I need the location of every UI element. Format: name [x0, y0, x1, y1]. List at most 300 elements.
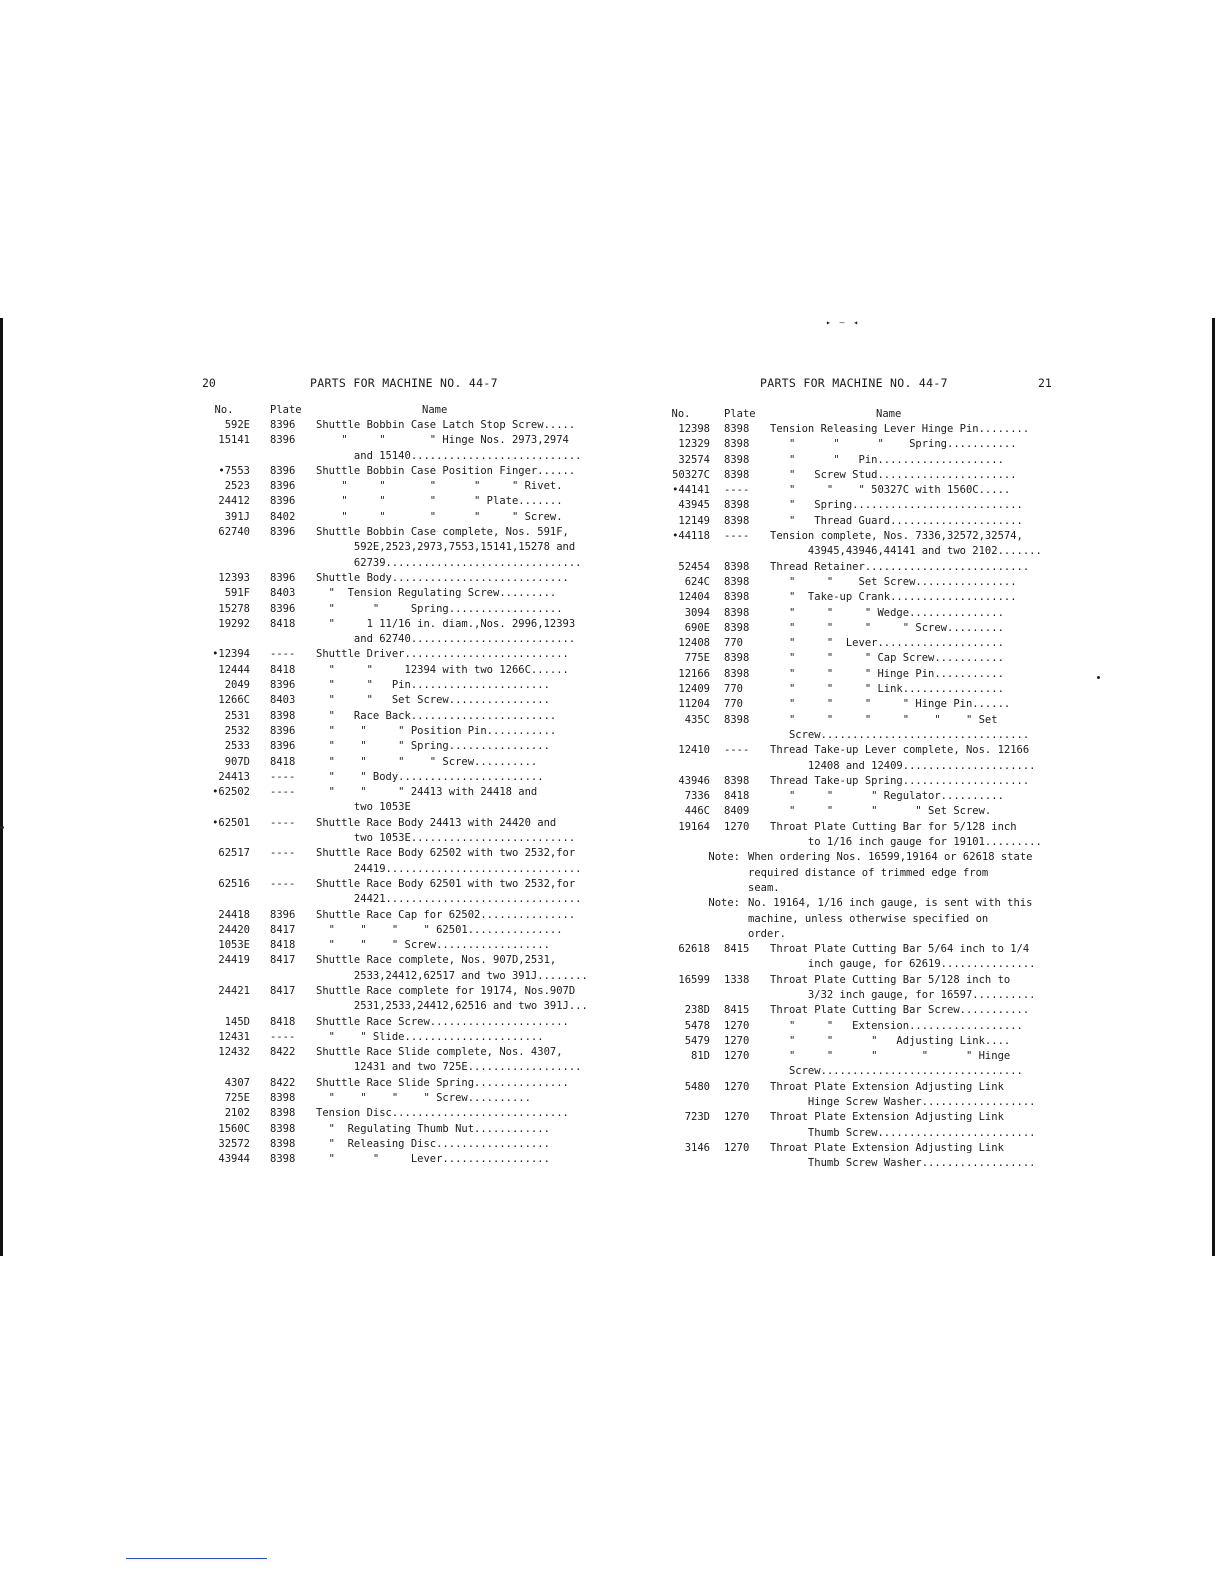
- note-label: Note:: [708, 851, 740, 864]
- part-row: [198, 663, 618, 678]
- part-name: [312, 709, 618, 724]
- part-number: 624C: [684, 575, 710, 588]
- part-name-line: " " " Wedge...............: [770, 606, 1004, 619]
- part-name-line: " " " 50327C with 1560C.....: [770, 484, 1011, 497]
- part-name: [766, 560, 1068, 575]
- right-binding-edge: [1212, 318, 1215, 1256]
- part-name: [312, 1030, 618, 1045]
- plate-number: 8398: [270, 1153, 296, 1166]
- plate-number: 8417: [270, 954, 296, 967]
- plate-number: 8418: [270, 755, 296, 768]
- part-number: 2532: [224, 724, 250, 737]
- note-line: machine, unless otherwise specified on: [748, 912, 989, 925]
- plate-number: 8398: [724, 423, 750, 435]
- part-name-line: " " " Link................: [770, 683, 1004, 696]
- plate-number: 8418: [270, 939, 296, 952]
- part-name: [766, 942, 1068, 973]
- part-name: [766, 713, 1068, 744]
- part-name-line: " " " " Set Screw.: [770, 805, 992, 818]
- plate-number: 8422: [270, 1076, 296, 1089]
- note-text: [748, 850, 1060, 896]
- plate-number: 8398: [724, 468, 750, 481]
- part-name: [312, 1137, 618, 1152]
- part-row: [198, 755, 618, 770]
- part-name: [766, 789, 1068, 804]
- part-name-line: 12408 and 12409.....................: [770, 759, 1036, 772]
- part-name-line: " " Lever....................: [770, 637, 1004, 650]
- plate-number: 8398: [724, 667, 750, 680]
- right-running-head: [652, 376, 1068, 404]
- plate-number: 8402: [270, 510, 296, 523]
- part-name-line: " " " Spring...........: [770, 438, 1017, 451]
- part-number: 238D: [684, 1004, 710, 1017]
- part-name-line: " " " " Screw.........: [770, 621, 1004, 634]
- part-row: [652, 713, 1068, 744]
- part-name: [312, 693, 618, 708]
- part-number: 12166: [678, 667, 710, 680]
- part-name: [766, 774, 1068, 789]
- part-name: [766, 667, 1068, 682]
- plate-number: 8396: [270, 908, 296, 921]
- plate-number: 8398: [724, 453, 750, 466]
- part-row: [652, 560, 1068, 575]
- part-number: 19292: [218, 617, 250, 630]
- part-number: 62618: [678, 943, 710, 956]
- part-name: [766, 1049, 1068, 1080]
- part-name-line: " Race Back.......................: [316, 709, 557, 722]
- part-row: [198, 816, 618, 847]
- column-headers: [652, 408, 1068, 422]
- part-row: [652, 1110, 1068, 1141]
- plate-number: 8398: [724, 652, 750, 665]
- note-text: [748, 896, 1060, 942]
- part-number: 52454: [678, 560, 710, 573]
- part-number: 12149: [678, 514, 710, 527]
- part-number: 12393: [218, 571, 250, 584]
- col-header-name: Name: [876, 408, 902, 420]
- part-name-line: " Spring...........................: [770, 499, 1023, 512]
- part-name-line: Throat Plate Cutting Bar 5/64 inch to 1/4: [770, 943, 1030, 956]
- part-number: 1266C: [218, 694, 250, 707]
- part-number: 2533: [224, 740, 250, 753]
- part-number: 43946: [678, 774, 710, 787]
- part-number: 907D: [224, 755, 250, 768]
- part-number: •7553: [218, 464, 250, 477]
- part-number: 5479: [684, 1034, 710, 1047]
- col-header-plate: Plate: [270, 404, 302, 416]
- part-name: [766, 514, 1068, 529]
- plate-number: 8396: [270, 464, 296, 477]
- part-row: [652, 636, 1068, 651]
- part-row: [652, 667, 1068, 682]
- part-number: 12398: [678, 423, 710, 435]
- part-number: •12394: [212, 648, 250, 661]
- part-number: 591F: [224, 587, 250, 600]
- plate-number: 1270: [724, 1050, 750, 1063]
- part-row: [652, 606, 1068, 621]
- part-name: [766, 422, 1068, 437]
- part-name-line: " " " Spring................: [316, 740, 550, 753]
- part-name: [312, 571, 618, 586]
- part-number: 725E: [224, 1092, 250, 1105]
- col-header-plate: Plate: [724, 408, 756, 420]
- part-row: [198, 908, 618, 923]
- part-name: [312, 953, 618, 984]
- scan-speck-top: ▸ ‒ ◂: [826, 318, 861, 327]
- part-row: [652, 453, 1068, 468]
- part-name-line: Shuttle Bobbin Case Latch Stop Screw.....: [316, 419, 576, 431]
- part-name-line: " Thread Guard.....................: [770, 514, 1023, 527]
- part-name-line: " " " " Screw..........: [316, 1092, 531, 1105]
- plate-number: 8422: [270, 1046, 296, 1059]
- part-name-line: Shuttle Race complete for 19174, Nos.907D: [316, 984, 576, 997]
- plate-number: 8396: [270, 526, 296, 539]
- col-header-name: Name: [422, 404, 448, 416]
- plate-number: 8418: [270, 617, 296, 630]
- part-row: [198, 571, 618, 586]
- part-name: [312, 617, 618, 648]
- part-number: 32572: [218, 1137, 250, 1150]
- part-row: [652, 621, 1068, 636]
- part-number: 24413: [218, 770, 250, 783]
- part-name: [766, 697, 1068, 712]
- note-line: When ordering Nos. 16599,19164 or 62618 state: [748, 851, 1033, 864]
- part-row: [198, 510, 618, 525]
- part-name: [312, 877, 618, 908]
- part-name-line: " " " " " Rivet.: [316, 480, 563, 493]
- part-name-line: " " Slide......................: [316, 1030, 544, 1043]
- part-name: [312, 510, 618, 525]
- part-name-line: Shuttle Race Body 62501 with two 2532,for: [316, 877, 576, 890]
- part-number: 2523: [224, 480, 250, 493]
- part-name-line: Shuttle Race Slide complete, Nos. 4307,: [316, 1046, 563, 1059]
- part-number: 12409: [678, 683, 710, 696]
- part-name-line: " " Pin......................: [316, 679, 550, 692]
- part-name-line: " " " 24413 with 24418 and: [316, 786, 538, 799]
- part-name-line: Shuttle Race Cap for 62502...............: [316, 908, 576, 921]
- part-number: 12404: [678, 591, 710, 604]
- part-name: [766, 651, 1068, 666]
- part-row: [198, 494, 618, 509]
- note-label: Note:: [708, 897, 740, 910]
- plate-number: 8398: [270, 1092, 296, 1105]
- plate-number: 8396: [270, 495, 296, 508]
- right-page: [652, 376, 1068, 1172]
- plate-number: 8396: [270, 679, 296, 692]
- part-name: [766, 636, 1068, 651]
- part-name-line: 2533,24412,62517 and two 391J........: [316, 969, 588, 982]
- part-number: 2102: [224, 1107, 250, 1120]
- part-name-line: 3/32 inch gauge, for 16597..........: [770, 988, 1036, 1001]
- part-row: [198, 724, 618, 739]
- part-name-line: " " " Hinge Pin...........: [770, 667, 1004, 680]
- part-name-line: Shuttle Race Screw......................: [316, 1015, 569, 1028]
- part-row: [198, 709, 618, 724]
- part-name-line: " " " " 62501...............: [316, 923, 563, 936]
- part-number: 24421: [218, 984, 250, 997]
- plate-number: 8396: [270, 724, 296, 737]
- part-number: 15141: [218, 434, 250, 447]
- part-name: [312, 602, 618, 617]
- part-number: 12432: [218, 1046, 250, 1059]
- part-name: [312, 755, 618, 770]
- part-number: 592E: [224, 419, 250, 431]
- scan-speck: [0, 826, 4, 829]
- plate-number: 8417: [270, 984, 296, 997]
- part-name: [312, 647, 618, 662]
- plate-number: 8403: [270, 587, 296, 600]
- parts-list-continued: [652, 942, 1068, 1171]
- part-name-line: Shuttle Race complete, Nos. 907D,2531,: [316, 954, 557, 967]
- part-name-line: " Take-up Crank....................: [770, 591, 1017, 604]
- plate-number: 1338: [724, 973, 750, 986]
- part-name-line: " Screw Stud......................: [770, 468, 1017, 481]
- part-row: [652, 743, 1068, 774]
- part-row: [652, 529, 1068, 560]
- part-number: 15278: [218, 602, 250, 615]
- part-row: [198, 418, 618, 433]
- part-name: [766, 1141, 1068, 1172]
- plate-number: 770: [724, 698, 743, 711]
- part-name: [312, 464, 618, 479]
- part-row: [198, 479, 618, 494]
- part-row: [198, 923, 618, 938]
- part-name: [312, 785, 618, 816]
- part-name-line: " " Set Screw................: [316, 694, 550, 707]
- part-number: 62740: [218, 526, 250, 539]
- part-number: 16599: [678, 973, 710, 986]
- part-name-line: Shuttle Bobbin Case Position Finger......: [316, 464, 576, 477]
- part-name-line: Hinge Screw Washer..................: [770, 1096, 1036, 1109]
- plate-number: ----: [270, 816, 296, 829]
- left-binding-edge: [0, 318, 3, 1256]
- part-number: 775E: [684, 652, 710, 665]
- column-headers: [198, 404, 618, 418]
- part-row: [198, 602, 618, 617]
- part-name-line: Throat Plate Extension Adjusting Link: [770, 1080, 1004, 1093]
- part-row: [198, 464, 618, 479]
- part-name-line: " Releasing Disc..................: [316, 1137, 550, 1150]
- part-number: 12329: [678, 438, 710, 451]
- plate-number: 8396: [270, 602, 296, 615]
- part-name-line: " " " Hinge Nos. 2973,2974: [316, 434, 569, 447]
- plate-number: 8415: [724, 943, 750, 956]
- plate-number: 8398: [270, 1107, 296, 1120]
- part-row: [198, 586, 618, 601]
- part-row: [652, 942, 1068, 973]
- part-row: [652, 1049, 1068, 1080]
- part-name: [312, 1091, 618, 1106]
- plate-number: 1270: [724, 1019, 750, 1032]
- part-number: 435C: [684, 713, 710, 726]
- part-number: 4307: [224, 1076, 250, 1089]
- part-row: [198, 785, 618, 816]
- part-name: [766, 575, 1068, 590]
- part-number: 723D: [684, 1111, 710, 1124]
- part-number: 24420: [218, 923, 250, 936]
- part-row: [198, 953, 618, 984]
- part-name-line: Tension Releasing Lever Hinge Pin........: [770, 423, 1030, 435]
- note: [652, 850, 1068, 896]
- part-number: 32574: [678, 453, 710, 466]
- part-row: [198, 433, 618, 464]
- part-number: •44141: [672, 484, 710, 497]
- part-name-line: " 1 11/16 in. diam.,Nos. 2996,12393: [316, 617, 576, 630]
- part-row: [198, 984, 618, 1015]
- plate-number: 8396: [270, 740, 296, 753]
- part-row: [652, 697, 1068, 712]
- note-line: required distance of trimmed edge from: [748, 866, 989, 879]
- part-name-line: to 1/16 inch gauge for 19101.........: [770, 836, 1042, 849]
- part-name-line: " " " " Hinge Pin......: [770, 698, 1011, 711]
- part-number: 19164: [678, 820, 710, 833]
- part-name: [312, 938, 618, 953]
- part-name-line: Thumb Screw.........................: [770, 1126, 1036, 1139]
- plate-number: ----: [270, 786, 296, 799]
- part-name: [312, 724, 618, 739]
- part-name: [312, 923, 618, 938]
- plate-number: 1270: [724, 820, 750, 833]
- plate-number: 1270: [724, 1034, 750, 1047]
- part-name: [312, 678, 618, 693]
- part-number: 24419: [218, 954, 250, 967]
- part-row: [652, 468, 1068, 483]
- col-header-no: No.: [671, 408, 691, 420]
- parts-list: [198, 418, 618, 1168]
- part-name-line: " " Spring..................: [316, 602, 563, 615]
- note-line: seam.: [748, 881, 780, 894]
- plate-number: 8398: [724, 591, 750, 604]
- plate-number: 8398: [724, 575, 750, 588]
- part-row: [198, 739, 618, 754]
- part-name-line: Throat Plate Cutting Bar 5/128 inch to: [770, 973, 1011, 986]
- part-number: 12431: [218, 1030, 250, 1043]
- part-name: [312, 984, 618, 1015]
- part-name-line: Shuttle Race Slide Spring...............: [316, 1076, 569, 1089]
- plate-number: 770: [724, 683, 743, 696]
- part-row: [652, 1080, 1068, 1111]
- part-number: 12408: [678, 637, 710, 650]
- plate-number: 8398: [270, 1122, 296, 1135]
- part-row: [652, 651, 1068, 666]
- part-name: [766, 1110, 1068, 1141]
- part-name-line: 592E,2523,2973,7553,15141,15278 and: [316, 541, 576, 554]
- part-row: [652, 422, 1068, 437]
- part-name-line: " " Extension..................: [770, 1019, 1023, 1032]
- plate-number: 8396: [270, 571, 296, 584]
- page-number: 20: [202, 376, 216, 390]
- part-name-line: Shuttle Race Body 62502 with two 2532,for: [316, 847, 576, 860]
- plate-number: 1270: [724, 1111, 750, 1124]
- part-name: [766, 468, 1068, 483]
- part-name-line: and 62740..........................: [316, 633, 576, 646]
- plate-number: ----: [270, 770, 296, 783]
- part-name: [312, 739, 618, 754]
- part-row: [652, 1141, 1068, 1172]
- part-number: 81D: [691, 1050, 710, 1063]
- part-name-line: and 15140...........................: [316, 449, 582, 462]
- part-number: 391J: [224, 510, 250, 523]
- part-name-line: 62739...............................: [316, 556, 582, 569]
- plate-number: 8403: [270, 694, 296, 707]
- plate-number: 1270: [724, 1141, 750, 1154]
- part-name-line: " " Body.......................: [316, 770, 544, 783]
- part-row: [198, 678, 618, 693]
- part-name: [312, 1152, 618, 1167]
- part-row: [652, 789, 1068, 804]
- part-number: 1053E: [218, 939, 250, 952]
- part-name: [766, 1003, 1068, 1018]
- part-row: [198, 1076, 618, 1091]
- part-name-line: " " Lever.................: [316, 1153, 550, 1166]
- plate-number: 8417: [270, 923, 296, 936]
- note: [652, 896, 1068, 942]
- part-name-line: Shuttle Bobbin Case complete, Nos. 591F,: [316, 526, 569, 539]
- part-name-line: " " " Position Pin...........: [316, 724, 557, 737]
- part-name: [766, 682, 1068, 697]
- plate-number: ----: [270, 648, 296, 661]
- part-row: [652, 1019, 1068, 1034]
- plate-number: 8398: [724, 621, 750, 634]
- part-name: [312, 525, 618, 571]
- left-running-head: [198, 376, 618, 404]
- part-name-line: Tension complete, Nos. 7336,32572,32574,: [770, 530, 1023, 543]
- part-name: [766, 1019, 1068, 1034]
- plate-number: 8398: [724, 560, 750, 573]
- part-number: 12444: [218, 663, 250, 676]
- part-row: [198, 846, 618, 877]
- plate-number: ----: [270, 847, 296, 860]
- plate-number: 8398: [724, 713, 750, 726]
- part-name-line: Screw................................: [770, 1065, 1023, 1078]
- part-row: [198, 877, 618, 908]
- part-name-line: " " " " " " Set: [770, 713, 998, 726]
- part-name-line: Thumb Screw Washer..................: [770, 1157, 1036, 1170]
- part-name: [312, 846, 618, 877]
- plate-number: 8396: [270, 434, 296, 447]
- part-name: [312, 479, 618, 494]
- part-number: 3146: [684, 1141, 710, 1154]
- part-name-line: Screw.................................: [770, 728, 1030, 741]
- part-name-line: " " " Cap Screw...........: [770, 652, 1004, 665]
- part-name-line: Throat Plate Extension Adjusting Link: [770, 1141, 1004, 1154]
- plate-number: ----: [270, 1030, 296, 1043]
- part-name-line: Throat Plate Cutting Bar for 5/128 inch: [770, 820, 1017, 833]
- part-name-line: Throat Plate Cutting Bar Screw...........: [770, 1004, 1030, 1017]
- part-row: [198, 693, 618, 708]
- part-name: [766, 437, 1068, 452]
- plate-number: 1270: [724, 1080, 750, 1093]
- part-name: [766, 1080, 1068, 1111]
- part-name-line: " " " " " Hinge: [770, 1050, 1011, 1063]
- part-name-line: Thread Retainer..........................: [770, 560, 1030, 573]
- part-row: [652, 590, 1068, 605]
- part-row: [198, 1152, 618, 1167]
- part-name: [766, 1034, 1068, 1049]
- part-name: [312, 1045, 618, 1076]
- part-name-line: " " " Adjusting Link....: [770, 1034, 1011, 1047]
- plate-number: 8409: [724, 805, 750, 818]
- part-name: [312, 1122, 618, 1137]
- part-number: 24412: [218, 495, 250, 508]
- part-name-line: " " " " " Screw.: [316, 510, 563, 523]
- plate-number: 8398: [724, 606, 750, 619]
- part-row: [198, 647, 618, 662]
- part-number: 50327C: [672, 468, 710, 481]
- part-row: [652, 1003, 1068, 1018]
- part-row: [198, 1091, 618, 1106]
- part-number: 62516: [218, 877, 250, 890]
